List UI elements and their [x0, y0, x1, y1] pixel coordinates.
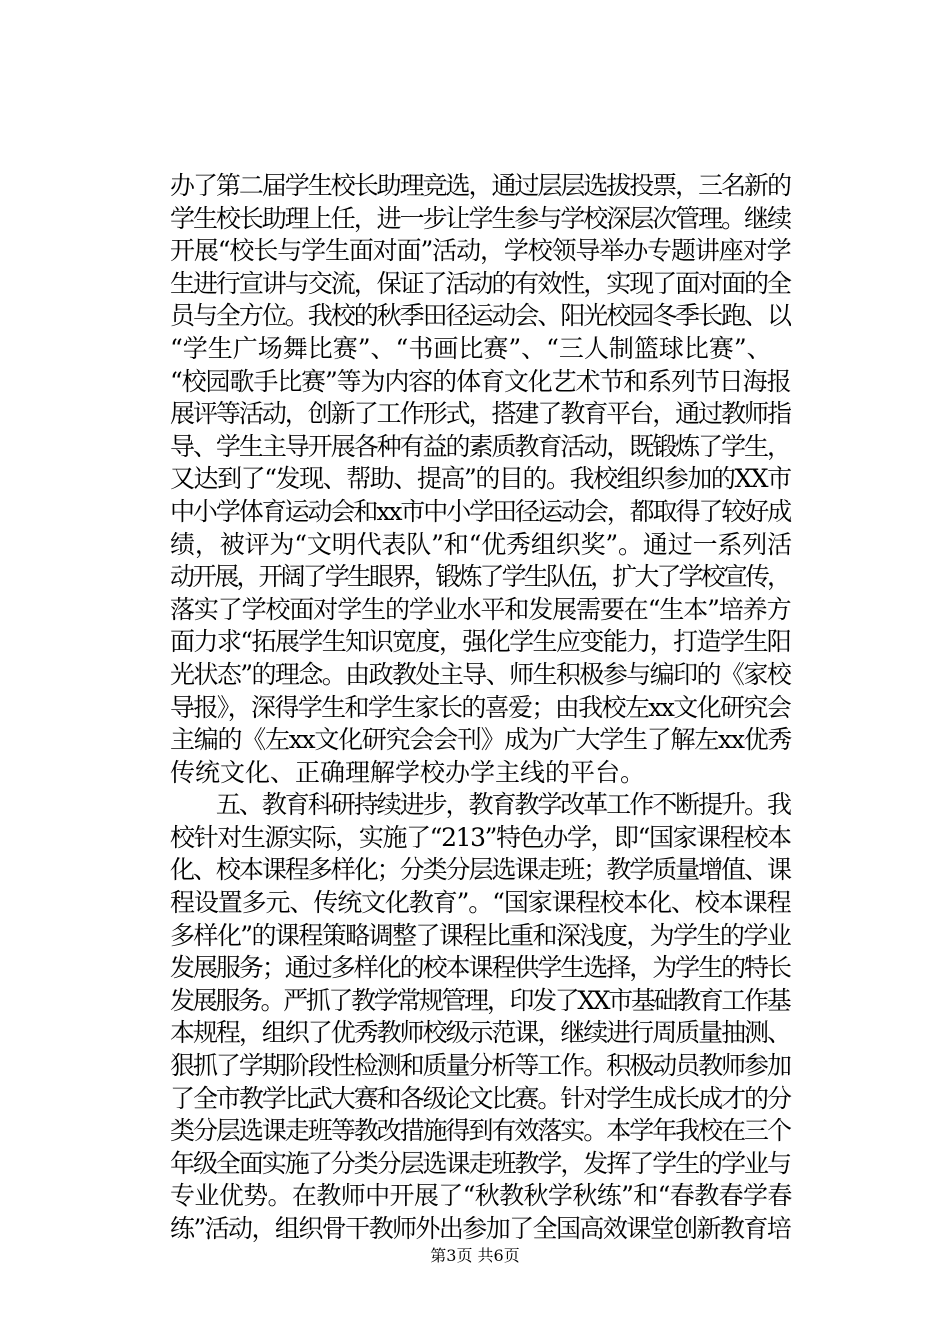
text-line: 五、教育科研持续进步，教育教学改革工作不断提升。我 [170, 790, 790, 820]
text-line: 化、校本课程多样化；分类分层选课走班；教学质量增值、课 [170, 855, 790, 885]
text-line: 狠抓了学期阶段性检测和质量分析等工作。积极动员教师参加 [170, 1051, 790, 1081]
text-line: 专业优势。在教师中开展了“秋教秋学秋练”和“春教春学春 [170, 1181, 792, 1211]
text-line: 学生校长助理上任，进一步让学生参与学校深层次管理。继续 [170, 203, 790, 233]
text-line: 展评等活动，创新了工作形式，搭建了教育平台，通过教师指 [170, 399, 790, 429]
text-line: 绩，被评为“文明代表队”和“优秀组织奖”。通过一系列活 [170, 529, 792, 559]
text-line: 类分层选课走班等教改措施得到有效落实。本学年我校在三个 [170, 1116, 790, 1146]
text-line: 练”活动，组织骨干教师外出参加了全国高效课堂创新教育培 [170, 1214, 791, 1243]
text-line: 面力求“拓展学生知识宽度，强化学生应变能力，打造学生阳 [170, 627, 791, 657]
page-footer: 第3页 共6页 [430, 1246, 520, 1265]
text-line: 又达到了“发现、帮助、提高”的目的。我校组织参加的XX市 [170, 464, 791, 494]
text-line: “校园歌手比赛”等为内容的体育文化艺术节和系列节日海报 [170, 366, 791, 396]
text-line: 程设置多元、传统文化教育”。“国家课程校本化、校本课程 [170, 888, 791, 918]
text-line: 发展服务；通过多样化的校本课程供学生选择，为学生的特长 [170, 953, 790, 983]
text-line: 发展服务。严抓了教学常规管理，印发了XX市基础教育工作基 [170, 985, 790, 1015]
text-line: 落实了学校面对学生的学业水平和发展需要在“生本”培养方 [170, 594, 791, 624]
text-line: 导、学生主导开展各种有益的素质教育活动，既锻炼了学生， [170, 431, 790, 461]
text-line: 了全市教学比武大赛和各级论文比赛。针对学生成长成才的分 [170, 1083, 790, 1113]
text-line: 校针对生源实际，实施了“213”特色办学，即“国家课程校本 [170, 822, 791, 852]
text-line: 年级全面实施了分类分层选课走班教学，发挥了学生的学业与 [170, 1148, 790, 1178]
text-line: 主编的《左xx文化研究会会刊》成为广大学生了解左xx优秀 [170, 725, 792, 755]
text-line: 导报》，深得学生和学生家长的喜爱；由我校左xx文化研究会 [170, 692, 791, 722]
text-line: 动开展，开阔了学生眼界，锻炼了学生队伍，扩大了学校宣传， [170, 562, 790, 592]
text-line: “学生广场舞比赛”、“书画比赛”、“三人制篮球比赛”、 [170, 333, 772, 363]
text-line: 多样化”的课程策略调整了课程比重和深浅度，为学生的学业 [170, 920, 791, 950]
text-line: 传统文化、正确理解学校办学主线的平台。 [170, 757, 646, 787]
text-line: 员与全方位。我校的秋季田径运动会、阳光校园冬季长跑、以 [170, 301, 790, 331]
text-line: 本规程，组织了优秀教师校级示范课，继续进行周质量抽测、 [170, 1018, 790, 1048]
text-line: 开展“校长与学生面对面”活动，学校领导举办专题讲座对学 [170, 236, 791, 266]
body-text [170, 170, 792, 1246]
text-line: 中小学体育运动会和xx市中小学田径运动会，都取得了较好成 [170, 496, 791, 526]
text-line: 光状态”的理念。由政教处主导、师生积极参与编印的《家校 [170, 659, 791, 689]
text-line: 办了第二届学生校长助理竞选，通过层层选拔投票，三名新的 [170, 171, 790, 200]
text-line: 生进行宣讲与交流，保证了活动的有效性，实现了面对面的全 [170, 268, 790, 298]
